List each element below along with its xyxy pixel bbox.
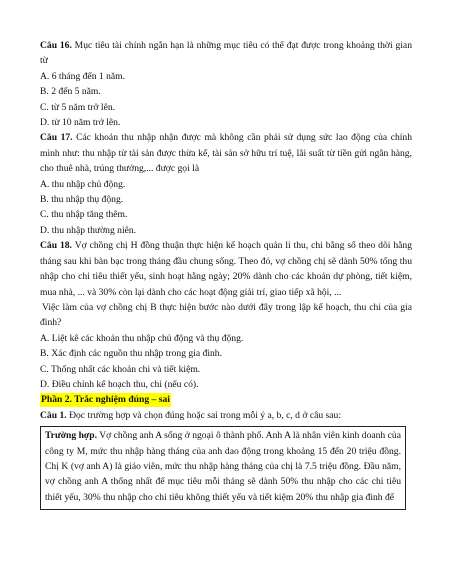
option-c: C. thu nhập tăng thêm.: [40, 209, 128, 221]
option-c: C. Thống nhất các khoản chi và tiết kiệm.: [40, 363, 201, 375]
option-a: A. thu nhập chủ động.: [40, 178, 126, 190]
document-content: [40, 38, 412, 510]
option-b: B. 2 đến 5 năm.: [40, 86, 101, 98]
option-d: D. từ 10 năm trở lên.: [40, 117, 121, 129]
section-heading: Phần 2. Trắc nghiệm đúng – sai: [41, 394, 170, 406]
question-17: [40, 130, 412, 176]
question-text: Đọc trường hợp và chọn đúng hoặc sai trong mỗi ý a, b, c, d ở câu sau:: [69, 409, 341, 421]
question-text: Mục tiêu tài chính ngắn hạn là những mục tiêu có thể đạt được trong khoảng thời gian từ: [40, 40, 412, 67]
question-number: Câu 1.: [40, 409, 67, 421]
case-label: Trường hợp.: [45, 430, 97, 442]
section-question-1: [40, 408, 412, 423]
option-d: D. thu nhập thường niên.: [40, 224, 137, 236]
option-a: A. Liệt kê các khoản thu nhập chủ động và thụ động.: [40, 332, 244, 344]
section-heading-wrap: [40, 392, 412, 407]
option-a: A. 6 tháng đến 1 năm.: [40, 70, 125, 82]
question-18: [40, 238, 412, 300]
question-text: Các khoản thu nhập nhận được mà không cần phải sử dụng sức lao động của chính mình như: thu nhập từ tài sản được thừa kế, tài sản sở hữu trí tuệ, lãi suất từ tiền gửi ngân hàng, cho thuê nhà, trúng thưởng,... được gọi là: [40, 132, 413, 175]
option-b: B. thu nhập thụ động.: [40, 194, 124, 206]
option-b: B. Xác định các nguồn thu nhập trong gia đình.: [40, 348, 222, 360]
option-d: D. Điều chỉnh kế hoạch thu, chi (nếu có).: [40, 378, 199, 390]
question-16: [40, 38, 412, 69]
question-number: Câu 18.: [40, 240, 72, 252]
question-prompt: Việc làm của vợ chồng chị B thực hiện bước nào dưới đây trong lập kế hoạch, thu chi của gia đình?: [40, 301, 412, 329]
question-number: Câu 17.: [40, 132, 73, 144]
question-number: Câu 16.: [40, 40, 72, 51]
option-c: C. từ 5 năm trở lên.: [40, 101, 116, 113]
case-text: Vợ chồng anh A sống ở ngoại ô thành phố. Anh A là nhân viên kinh doanh của công ty M, mức thu nhập hàng tháng của anh dao động trong khoảng 15 đến 20 triệu đồng. Chị K (vợ anh A) là giáo viên, mức thu nhập hàng tháng của chị là 7.5 triệu đồng. Đầu năm, vợ chồng anh A thống nhất để mục tiêu mỗi tháng sẽ dành 50% thu nhập cho các chi tiêu thiết yếu, 30% thu nhập cho chi tiêu không thiết yếu và tiết kiệm 20% thu nhập gia đình để: [45, 430, 401, 503]
question-text: Vợ chồng chị H đồng thuận thực hiện kế hoạch quản lí thu, chi bằng sổ theo dõi hằng tháng sau khi bàn bạc trong tháng đầu chung sống. Theo đó, vợ chồng chị sẽ dành 50% tổng thu nhập cho chi tiêu thiết yếu, sinh hoạt hằng ngày; 20% dành cho các khoản dự phòng, tiết kiệm, mua nhà, ... và 30% còn lại dành cho các hoạt động giải trí, giao tiếp xã hội, ...: [40, 240, 412, 298]
case-box: [40, 426, 406, 510]
